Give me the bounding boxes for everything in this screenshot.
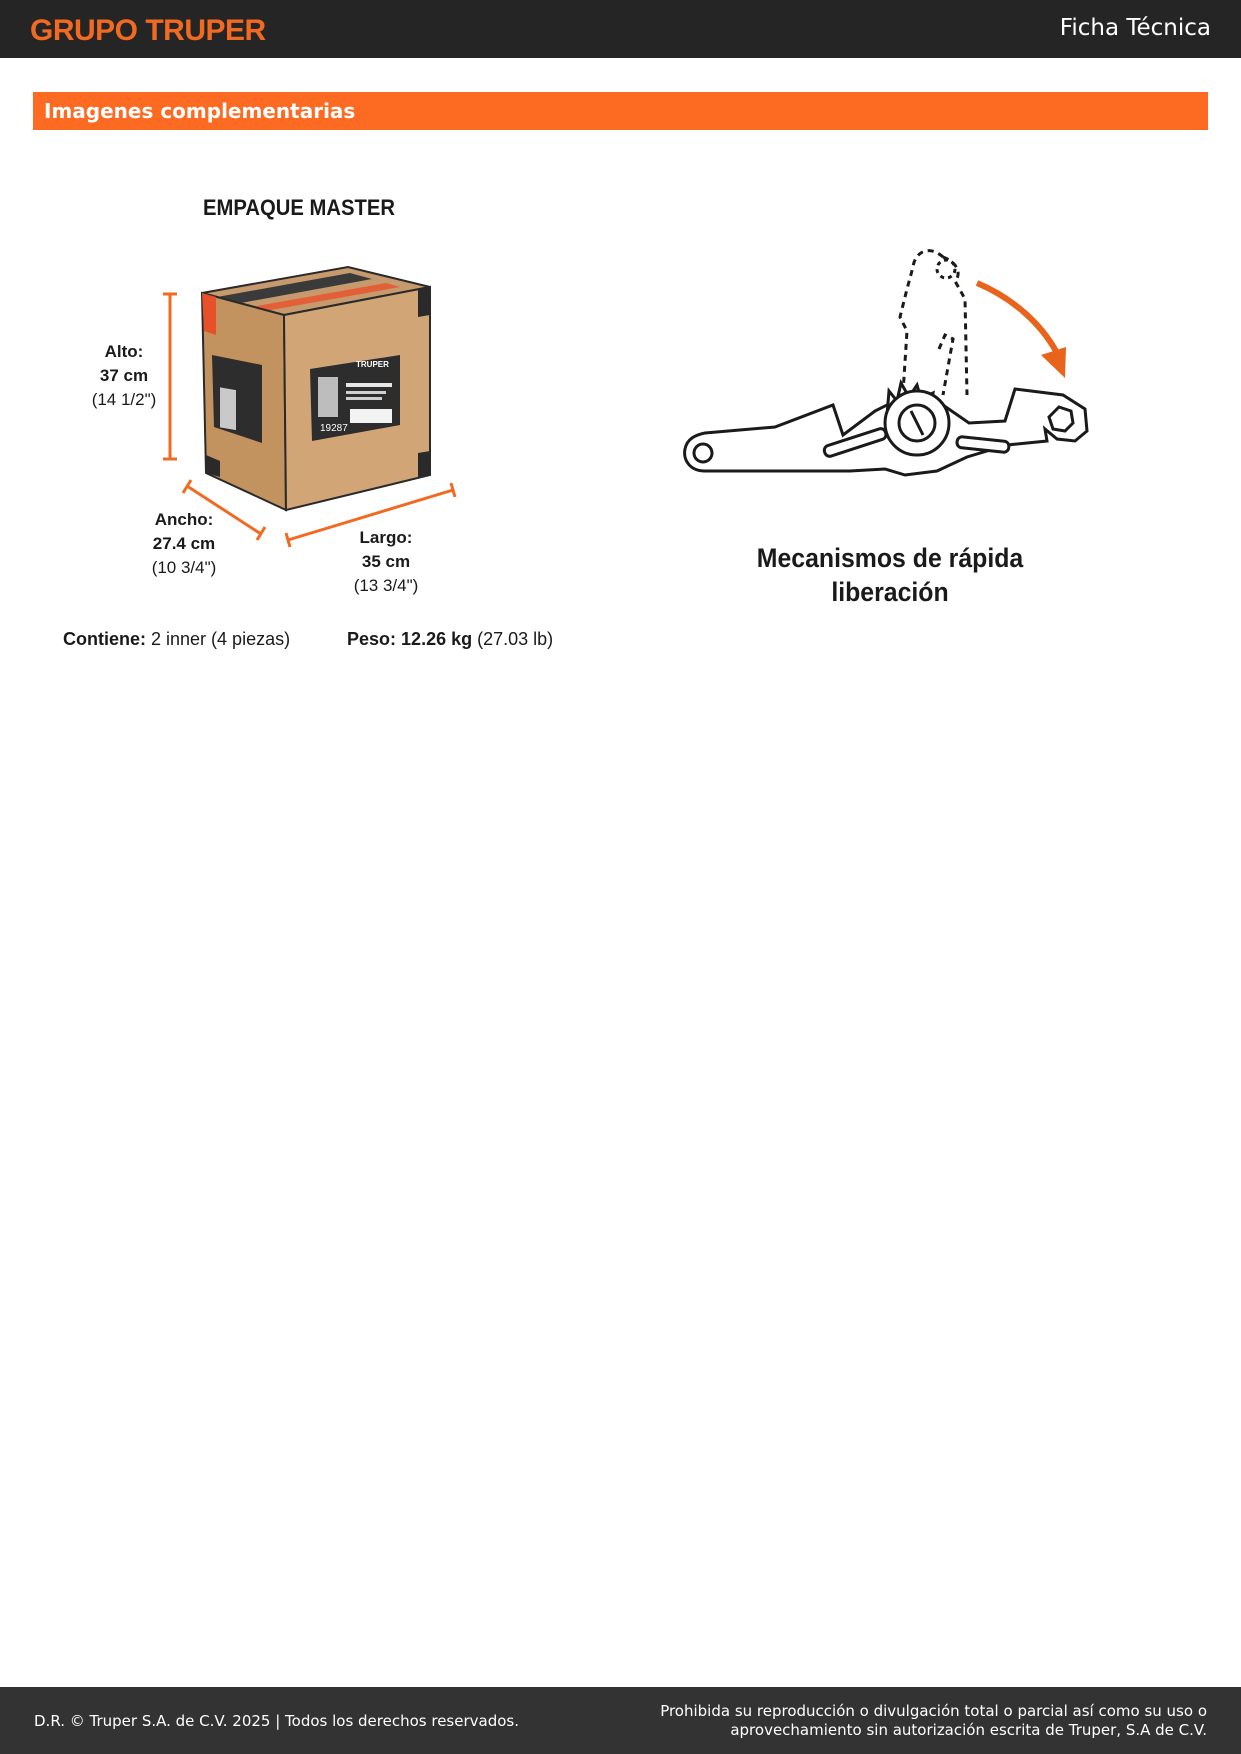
footer-disclaimer-line1: Prohibida su reproducción o divulgación total o parcial así como su uso o (660, 1702, 1207, 1720)
grupo-truper-logo: GRUPO TRUPER (30, 14, 266, 47)
box-brand-text: TRUPER (356, 360, 389, 369)
largo-dimension (336, 526, 436, 598)
footer-bar (0, 1687, 1241, 1754)
footer-disclaimer-line2: aprovechamiento sin autorización escrita de Truper, S.A de C.V. (730, 1721, 1207, 1739)
ancho-imperial: (10 3/4") (151, 558, 217, 577)
document-title: Ficha Técnica (1059, 15, 1211, 41)
ancho-dimension (134, 508, 234, 580)
box-label-number: 19287 (320, 423, 348, 434)
peso-value: 12.26 kg (401, 629, 473, 649)
alto-dimension (78, 340, 170, 412)
section-title: Imagenes complementarias (44, 99, 356, 123)
peso-info (347, 627, 553, 651)
contiene-value: 2 inner (4 piezas) (151, 629, 291, 649)
largo-label: Largo: (359, 528, 413, 547)
contiene-label: Contiene: (63, 629, 146, 649)
contiene-info (63, 627, 290, 651)
peso-imperial: (27.03 lb) (477, 629, 554, 649)
top-header-bar (0, 0, 1241, 58)
ancho-value: 27.4 cm (152, 534, 216, 553)
footer-disclaimer (607, 1702, 1207, 1740)
feature-title: Mecanismos de rápida liberación (756, 543, 1024, 607)
section-header-bar (33, 92, 1208, 130)
alto-value: 37 cm (99, 366, 149, 385)
ratchet-release-illustration (675, 245, 1095, 485)
alto-imperial: (14 1/2") (91, 390, 157, 409)
peso-label: Peso: (347, 629, 397, 649)
footer-copyright: D.R. © Truper S.A. de C.V. 2025 | Todos los derechos reservados. (34, 1712, 519, 1730)
master-pack-title: EMPAQUE MASTER (203, 195, 395, 220)
largo-value: 35 cm (361, 552, 411, 571)
largo-imperial: (13 3/4") (353, 576, 419, 595)
ancho-label: Ancho: (154, 510, 214, 529)
alto-label: Alto: (104, 342, 144, 361)
